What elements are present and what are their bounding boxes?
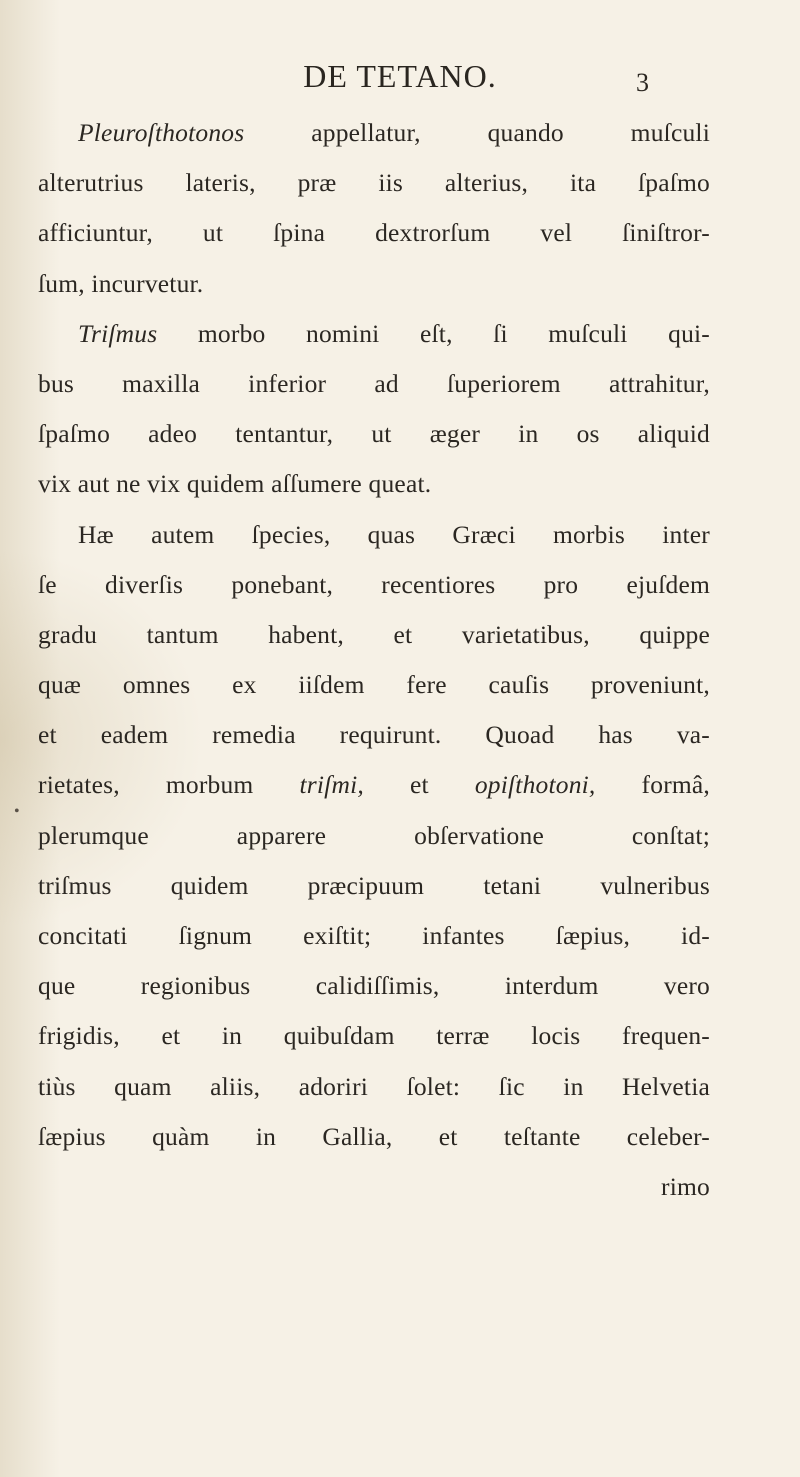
italic-term: Pleuroſthotonos xyxy=(78,118,245,147)
text-run: que regionibus calidiſſimis, interdum vero xyxy=(38,971,710,1001)
text-run: concitati ſignum exiſtit; infantes ſæpius, id- xyxy=(38,921,710,950)
margin-mark: • xyxy=(14,803,20,820)
text-run: ſe diverſis ponebant, recentiores pro ejuſdem xyxy=(38,569,710,599)
text-line xyxy=(38,158,710,208)
text-run: formâ, xyxy=(595,770,711,800)
text-run: morbo nomini eſt, ſi muſculi qui- xyxy=(157,318,710,348)
text-run: gradu tantum habent, et varietatibus, quippe xyxy=(38,619,710,649)
text-line xyxy=(38,560,710,610)
text-run: vix aut ne vix quidem aſſumere queat. xyxy=(38,469,432,499)
text-run: plerumque apparere obſervatione conſtat; xyxy=(38,820,710,850)
text-run: Hæ autem ſpecies, quas Græci morbis inter xyxy=(78,519,710,549)
running-title: DE TETANO. xyxy=(303,58,497,94)
text-run: quæ omnes ex iiſdem fere cauſis proveniunt, xyxy=(38,670,710,700)
text-line xyxy=(38,409,710,459)
text-line xyxy=(38,660,710,710)
text-line xyxy=(38,208,710,258)
italic-term: opiſthotoni, xyxy=(474,770,596,800)
text-run: et eadem remedia requirunt. Quoad has va- xyxy=(38,720,710,750)
text-run: rietates, morbum xyxy=(38,770,300,800)
text-line xyxy=(38,610,710,660)
text-line xyxy=(38,359,710,409)
text-line xyxy=(38,510,710,560)
text-run: alterutrius lateris, præ iis alterius, ita ſpaſmo xyxy=(38,168,710,198)
italic-term: triſmi, xyxy=(299,770,364,800)
text-line xyxy=(38,961,710,1011)
italic-term: Triſmus xyxy=(78,318,158,348)
text-run: bus maxilla inferior ad ſuperiorem attrahitur, xyxy=(38,368,710,398)
text-line xyxy=(38,309,710,359)
text-run: ſpaſmo adeo tentantur, ut æger in os aliquid xyxy=(38,419,710,449)
text-line xyxy=(38,710,710,760)
text-run: appellatur, quando muſculi xyxy=(244,118,710,147)
text-line xyxy=(38,861,710,911)
text-line xyxy=(38,108,710,158)
text-line xyxy=(38,911,710,961)
text-line xyxy=(38,1112,710,1162)
text-line xyxy=(38,459,710,509)
text-line xyxy=(38,259,710,309)
text-run: frigidis, et in quibuſdam terræ locis frequen- xyxy=(38,1021,710,1051)
text-line xyxy=(38,1011,710,1061)
text-run: et xyxy=(363,770,475,800)
body-text xyxy=(38,108,710,1212)
text-line xyxy=(38,1062,710,1112)
text-run: tiùs quam aliis, adoriri ſolet: ſic in Helvetia xyxy=(38,1071,710,1101)
page-number: 3 xyxy=(636,68,649,97)
text-run: afficiuntur, ut ſpina dextrorſum vel ſiniſtror- xyxy=(38,218,710,248)
catchword: rimo xyxy=(661,1171,710,1201)
text-run: ſæpius quàm in Gallia, et teſtante celeber- xyxy=(38,1121,710,1151)
text-line xyxy=(38,760,710,810)
text-line xyxy=(38,811,710,861)
text-run: ſum, incurvetur. xyxy=(38,268,204,298)
text-run: triſmus quidem præcipuum tetani vulneribus xyxy=(38,870,710,900)
